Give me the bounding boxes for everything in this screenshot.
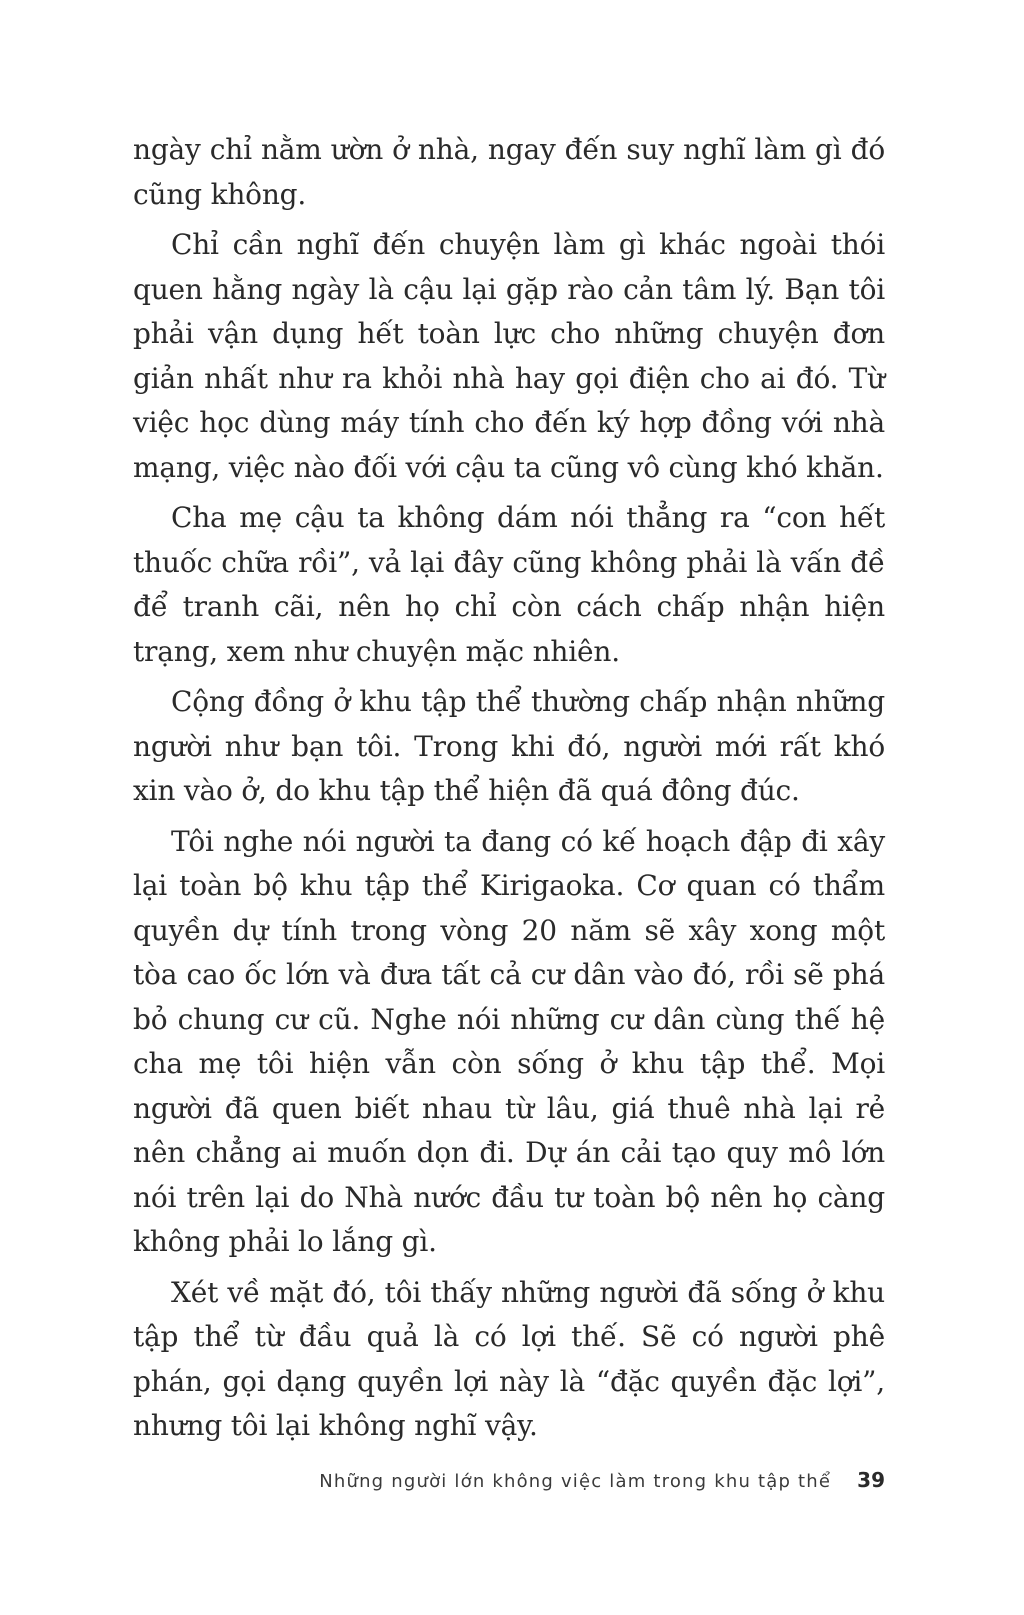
running-title: Những người lớn không việc làm trong khu tập thể: [319, 1471, 832, 1492]
page-footer: [133, 1468, 885, 1492]
body-text: [133, 128, 885, 1455]
paragraph-4: Cộng đồng ở khu tập thể thường chấp nhận những người như bạn tôi. Trong khi đó, người mới rất khó xin vào ở, do khu tập thể hiện đã quá đông đúc.: [133, 685, 885, 807]
paragraph-2: Chỉ cần nghĩ đến chuyện làm gì khác ngoài thói quen hằng ngày là cậu lại gặp rào cản tâm lý. Bạn tôi phải vận dụng hết toàn lực cho những chuyện đơn giản nhất như ra khỏi nhà hay gọi điện cho ai đó. Từ việc học dùng máy tính cho đến ký hợp đồng với nhà mạng, việc nào đối với cậu ta cũng vô cùng khó khăn.: [133, 228, 885, 484]
paragraph-1: ngày chỉ nằm ườn ở nhà, ngay đến suy nghĩ làm gì đó cũng không.: [133, 133, 885, 211]
paragraph-5: Tôi nghe nói người ta đang có kế hoạch đập đi xây lại toàn bộ khu tập thể Kirigaoka. Cơ quan có thẩm quyền dự tính trong vòng 20 năm sẽ xây xong một tòa cao ốc lớn và đưa tất cả cư dân vào đó, rồi sẽ phá bỏ chung cư cũ. Nghe nói những cư dân cùng thế hệ cha mẹ tôi hiện vẫn còn sống ở khu tập thể. Mọi người đã quen biết nhau từ lâu, giá thuê nhà lại rẻ nên chẳng ai muốn dọn đi. Dự án cải tạo quy mô lớn nói trên lại do Nhà nước đầu tư toàn bộ nên họ càng không phải lo lắng gì.: [133, 824, 885, 1258]
paragraph-3: Cha mẹ cậu ta không dám nói thẳng ra “con hết thuốc chữa rồi”, vả lại đây cũng không phải là vấn đề để tranh cãi, nên họ chỉ còn cách chấp nhận hiện trạng, xem như chuyện mặc nhiên.: [133, 501, 885, 668]
page-number: 39: [857, 1468, 885, 1492]
paragraph-6: Xét về mặt đó, tôi thấy những người đã sống ở khu tập thể từ đầu quả là có lợi thế. Sẽ có người phê phán, gọi dạng quyền lợi này là “đặc quyền đặc lợi”, nhưng tôi lại không nghĩ vậy.: [133, 1275, 885, 1442]
